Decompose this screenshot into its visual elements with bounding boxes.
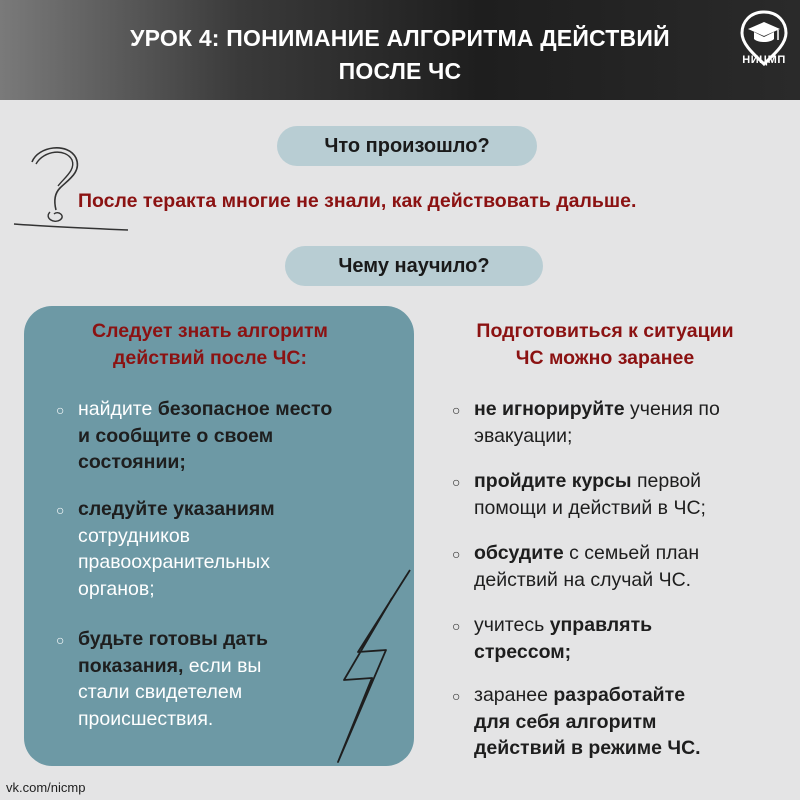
list-item-line: правоохранительных — [78, 551, 270, 573]
list-item-line: для себя алгоритм — [474, 710, 657, 733]
list-item-line: найдите безопасное место — [78, 398, 333, 420]
bullet-circle-icon: ○ — [452, 402, 461, 418]
question-what-happened: Что произошло? — [277, 126, 537, 166]
left-heading — [40, 318, 380, 372]
list-item-line: не игнорируйте учения по — [474, 398, 720, 420]
list-item-line: помощи и действий в ЧС; — [474, 496, 706, 519]
list-item-line: сотрудников — [78, 524, 191, 547]
list-item-line: заранее разработайте — [474, 684, 686, 706]
list-item-line: следуйте указаниям — [78, 498, 275, 520]
left-heading-line-2: действий после ЧС: — [113, 347, 307, 369]
list-item-text — [474, 540, 699, 593]
left-heading-line-1: Следует знать алгоритм — [92, 320, 328, 342]
title-line-2: ПОСЛЕ ЧС — [338, 58, 462, 84]
bullet-circle-icon: ○ — [452, 474, 461, 490]
bullet-circle-icon: ○ — [56, 502, 65, 518]
list-item-line: стрессом; — [474, 640, 572, 663]
list-item-line: обсудите с семьей план — [474, 542, 700, 564]
header-banner — [0, 0, 800, 100]
bullet-circle-icon: ○ — [452, 546, 461, 562]
list-item-text — [474, 396, 720, 449]
bullet-circle-icon: ○ — [56, 402, 65, 418]
lightning-bolt-icon — [328, 566, 418, 766]
bullet-circle-icon: ○ — [56, 632, 65, 648]
question-what-learned: Чему научило? — [285, 246, 543, 286]
list-item-text — [78, 396, 332, 476]
list-item-line: органов; — [78, 577, 155, 600]
list-item-line: эвакуации; — [474, 424, 573, 447]
list-item-line: действий на случай ЧС. — [474, 568, 692, 591]
list-item-line: будьте готовы дать — [78, 628, 268, 650]
bullet-circle-icon: ○ — [452, 688, 461, 704]
footer-link[interactable]: vk.com/nicmp — [6, 780, 86, 795]
right-heading-line-1: Подготовиться к ситуации — [476, 320, 734, 342]
list-item-line: действий в режиме ЧС. — [474, 737, 701, 759]
right-heading-line-2: ЧС можно заранее — [515, 347, 695, 369]
list-item-line: состоянии; — [78, 451, 186, 473]
list-item-line: происшествия. — [78, 707, 214, 730]
list-item-line: и сообщите о своем — [78, 424, 274, 447]
list-item-line: стали свидетелем — [78, 681, 243, 703]
list-item-line: учитесь управлять — [474, 614, 653, 636]
title-line-1: УРОК 4: ПОНИМАНИЕ АЛГОРИТМА ДЕЙСТВИЙ — [130, 25, 670, 51]
list-item-line: показания, если вы — [78, 654, 262, 677]
list-item-line: пройдите курсы первой — [474, 470, 702, 492]
list-item-text — [474, 612, 652, 665]
event-description: После теракта многие не знали, как действовать дальше. — [78, 190, 637, 212]
right-heading — [440, 318, 770, 372]
list-item-text — [78, 626, 268, 732]
page-title — [40, 22, 760, 88]
list-item-text — [78, 496, 275, 602]
logo-text: НИЦМП — [742, 54, 786, 66]
list-item-text — [474, 682, 701, 762]
bullet-circle-icon: ○ — [452, 618, 461, 634]
list-item-text — [474, 468, 706, 521]
